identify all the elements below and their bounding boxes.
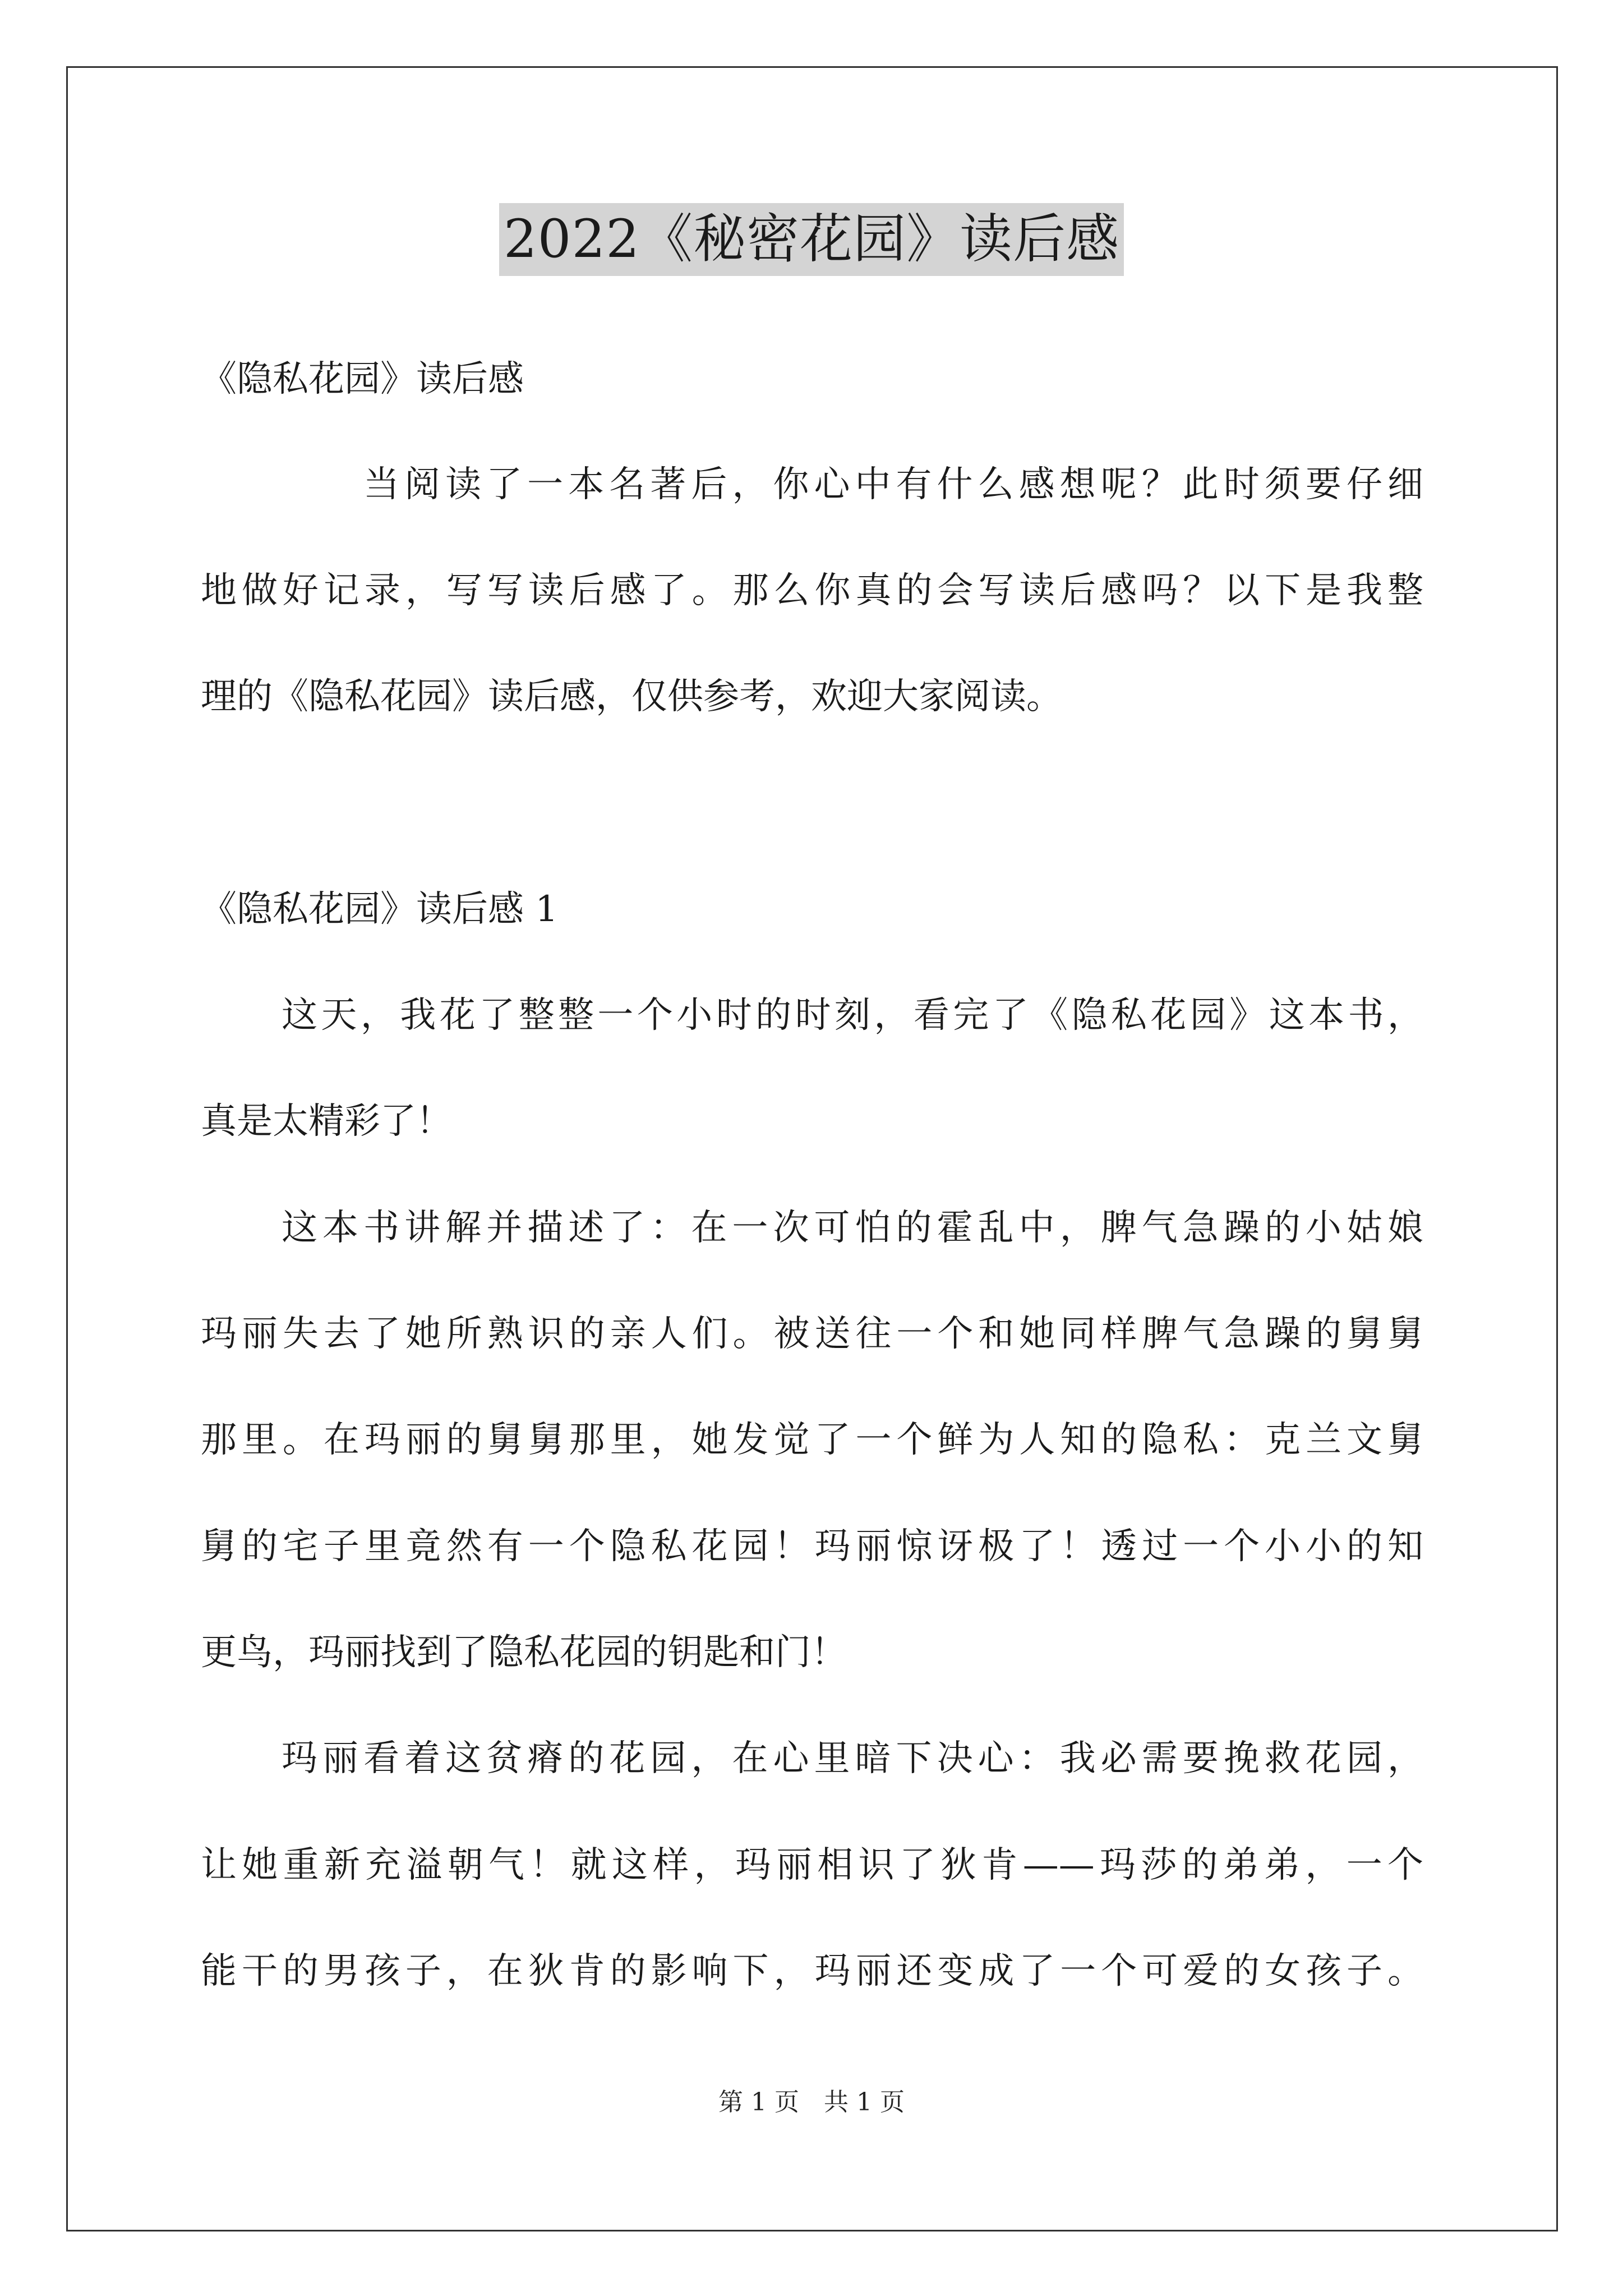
section-heading: 《隐私花园》读后感 1 <box>201 889 559 930</box>
paragraph3-line-3: 能干的男孩子，在狄肯的影响下，玛丽还变成了一个可爱的女孩子。 <box>201 1950 1423 1992</box>
paragraph2-line-2: 玛丽失去了她所熟识的亲人们。被送往一个和她同样脾气急躁的舅舅 <box>201 1313 1423 1355</box>
intro-line-1: 当阅读了一本名著后，你心中有什么感想呢？此时须要仔细 <box>363 464 1423 505</box>
paragraph2-line-5: 更鸟，玛丽找到了隐私花园的钥匙和门！ <box>201 1632 847 1673</box>
paragraph3-line-1: 玛丽看着这贫瘠的花园，在心里暗下决心：我必需要挽救花园， <box>282 1738 1423 1779</box>
title-container <box>0 203 1623 276</box>
document-subtitle: 《隐私花园》读后感 <box>201 358 524 400</box>
paragraph2-line-4: 舅的宅子里竟然有一个隐私花园！玛丽惊讶极了！透过一个小小的知 <box>201 1526 1423 1567</box>
document-title: 2022《秘密花园》读后感 <box>499 203 1124 276</box>
paragraph1-line-2: 真是太精彩了！ <box>201 1101 452 1142</box>
paragraph2-line-3: 那里。在玛丽的舅舅那里，她发觉了一个鲜为人知的隐私：克兰文舅 <box>201 1419 1423 1461</box>
paragraph3-line-2: 让她重新充溢朝气！就这样，玛丽相识了狄肯——玛莎的弟弟，一个 <box>201 1844 1423 1886</box>
paragraph2-line-1: 这本书讲解并描述了：在一次可怕的霍乱中，脾气急躁的小姑娘 <box>282 1207 1423 1249</box>
page-number-footer: 第 1 页 共 1 页 <box>718 2088 905 2116</box>
intro-line-3: 理的《隐私花园》读后感，仅供参考，欢迎大家阅读。 <box>201 676 1062 717</box>
intro-line-2: 地做好记录，写写读后感了。那么你真的会写读后感吗？以下是我整 <box>201 570 1423 611</box>
paragraph1-line-1: 这天，我花了整整一个小时的时刻，看完了《隐私花园》这本书， <box>282 995 1423 1036</box>
